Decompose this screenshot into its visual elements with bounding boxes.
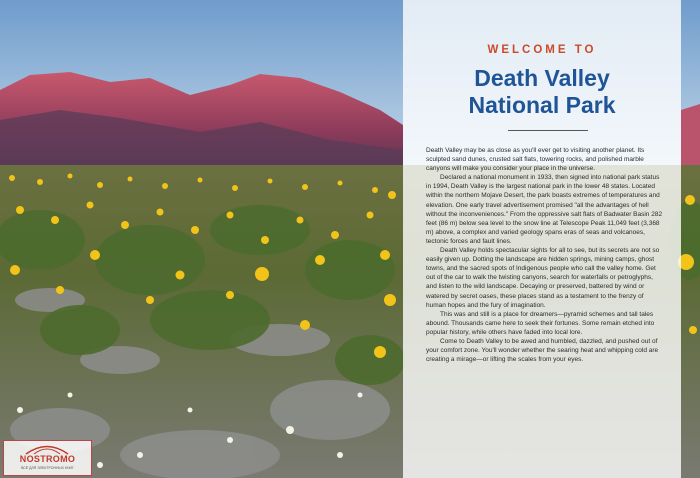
- paragraph-closing: Come to Death Valley to be awed and humbled, dazzled, and pushed out of your comfort zone. You'll wonder whether the searing heat and whipping cold are creating a mirage—or lifting the scales from your eyes.: [426, 337, 659, 364]
- paragraph-history: Declared a national monument in 1933, then signed into national park status in 1994, Death Valley is the largest national park in the lower 48 states. Located within the northern Mojave Desert, the park boasts extremes of temperatures and elevation. One early travel advertisement promised "all the advantages of hell without the inconveniences." From the oppressive salt flats of Badwater Basin 282 feet (86 m) below sea level to the snow line at Telescope Peak 11,049 feet (3,368 m) above, a complex and varied geology spans eras of seas and volcanoes, tectonic forces and fault lines.: [426, 174, 663, 245]
- body-text: [426, 146, 664, 364]
- watermark-logo: [3, 440, 92, 476]
- logo-arch-icon: [4, 441, 91, 455]
- logo-name: NOSTROMO: [19, 454, 76, 464]
- welcome-eyebrow: WELCOME TO: [487, 44, 597, 56]
- page-title: [403, 65, 681, 119]
- paragraph-dreamers: This was and still is a place for dreamers—pyramid schemes and tall tales abound. Thousands came here to seek their fortunes. Some remain etched into popular history, while others have faded into local lore.: [426, 310, 655, 336]
- title-line-1: Death Valley: [474, 65, 610, 91]
- logo-tagline: ВСЁ ДЛЯ ЭЛЕКТРОННЫХ КНИГ: [21, 466, 74, 470]
- paragraph-intro: Death Valley may be as close as you'll ever get to visiting another planet. Its sculpted sand dunes, crusted salt flats, towering rocks, and polished marble canyons will make you consider your place in the universe.: [426, 147, 645, 173]
- title-line-2: National Park: [468, 92, 616, 118]
- title-divider: [508, 130, 588, 131]
- paragraph-secrets: Death Valley holds spectacular sights for all to see, but its secrets are not so easily given up. Dotting the landscape are hidden springs, mining camps, ghost towns, and the sacred spots of Indigenous people who call the valley home. Get out of the car to walk the twisting canyons, search for waterfalls or petroglyphs, and listen to the wild landscape. Decaying or preserved, battered by wind or watered by secret oases, these places stand as a testament to the frenzy of human hopes and the fury of imagination.: [426, 247, 660, 309]
